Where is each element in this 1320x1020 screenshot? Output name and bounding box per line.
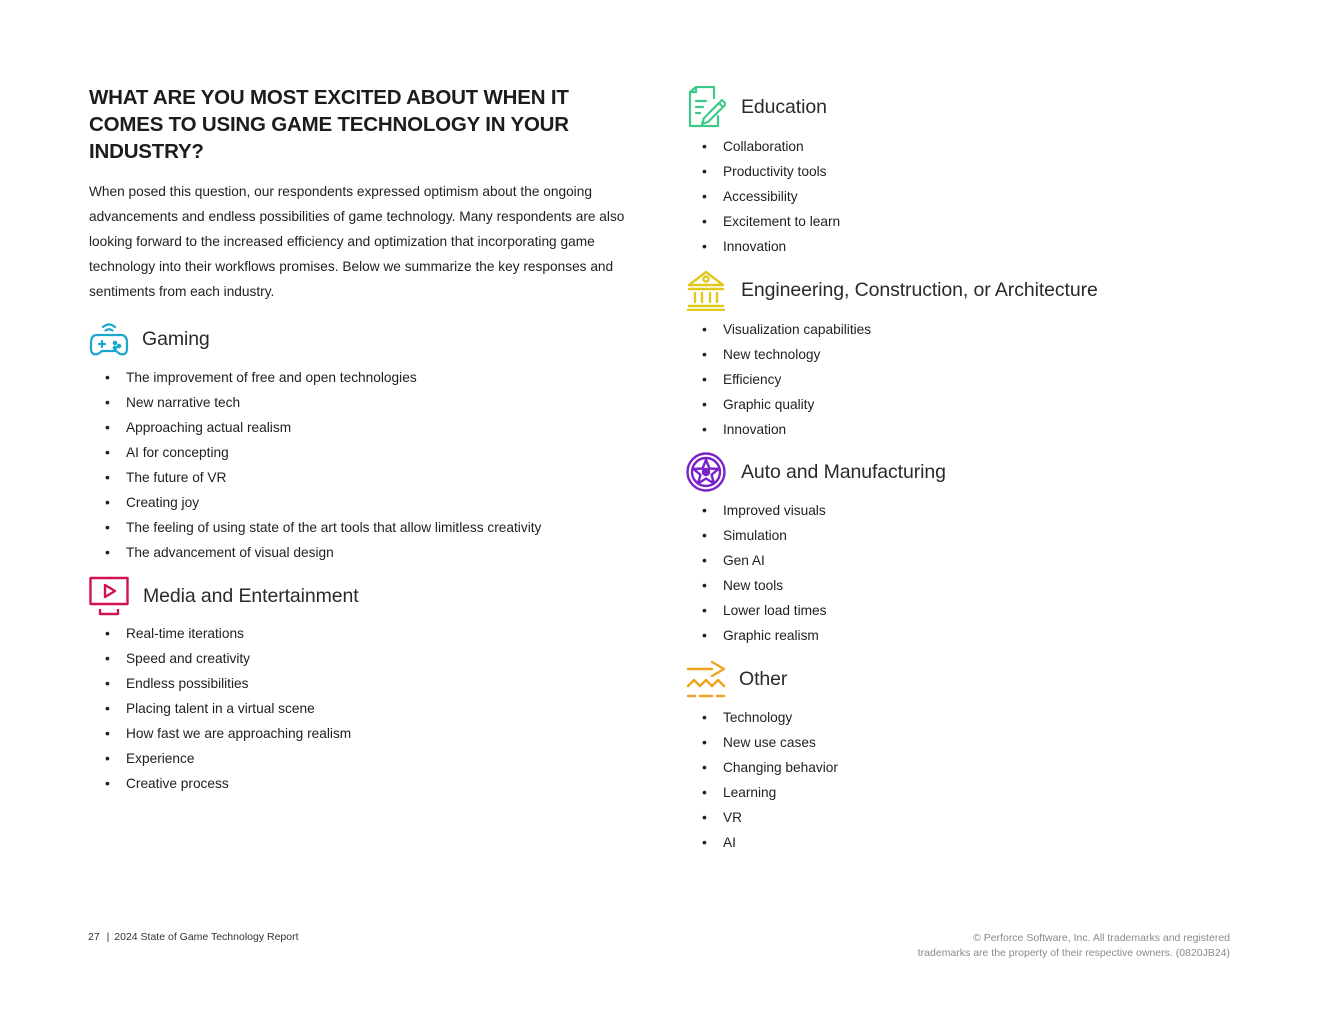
list-item: • The advancement of visual design bbox=[89, 540, 634, 565]
list-item: • The future of VR bbox=[89, 465, 634, 490]
other-list bbox=[686, 705, 1246, 855]
list-item: • Approaching actual realism bbox=[89, 415, 634, 440]
list-item: • Speed and creativity bbox=[89, 646, 634, 671]
list-item: • New narrative tech bbox=[89, 390, 634, 415]
gaming-list bbox=[89, 365, 634, 565]
section-media bbox=[89, 575, 634, 796]
section-auto-title: Auto and Manufacturing bbox=[741, 460, 946, 483]
list-item: • Experience bbox=[89, 746, 634, 771]
list-item: • Endless possibilities bbox=[89, 671, 634, 696]
left-column bbox=[89, 84, 634, 796]
section-other-title: Other bbox=[739, 667, 788, 690]
list-item: • The improvement of free and open technologies bbox=[89, 365, 634, 390]
list-item: • New technology bbox=[686, 342, 1246, 367]
list-item: • Innovation bbox=[686, 417, 1246, 442]
list-item: • Changing behavior bbox=[686, 755, 1246, 780]
list-item: • Creating joy bbox=[89, 490, 634, 515]
footer-page-info bbox=[88, 931, 299, 943]
list-item: • New use cases bbox=[686, 730, 1246, 755]
list-item: • Learning bbox=[686, 780, 1246, 805]
list-item: • Excitement to learn bbox=[686, 209, 1246, 234]
engineering-list bbox=[686, 317, 1246, 442]
section-gaming-header bbox=[89, 318, 634, 360]
list-item: • Creative process bbox=[89, 771, 634, 796]
page-number: 27 bbox=[88, 931, 100, 943]
list-item: • AI for concepting bbox=[89, 440, 634, 465]
list-item: • Graphic quality bbox=[686, 392, 1246, 417]
section-gaming-title: Gaming bbox=[142, 327, 210, 350]
list-item: • Collaboration bbox=[686, 134, 1246, 159]
page-heading: WHAT ARE YOU MOST EXCITED ABOUT WHEN IT COMES TO USING GAME TECHNOLOGY IN YOUR INDUSTRY? bbox=[89, 86, 569, 163]
section-media-header bbox=[89, 575, 634, 617]
list-item: • Lower load times bbox=[686, 598, 1246, 623]
list-item: • Innovation bbox=[686, 234, 1246, 259]
building-columns-icon bbox=[686, 269, 726, 311]
list-item: • Accessibility bbox=[686, 184, 1246, 209]
list-item: • Graphic realism bbox=[686, 623, 1246, 648]
section-media-title: Media and Entertainment bbox=[143, 584, 359, 607]
section-auto-header bbox=[686, 451, 1246, 493]
list-item: • The feeling of using state of the art tools that allow limitless creativity bbox=[89, 515, 634, 540]
list-item: • AI bbox=[686, 830, 1246, 855]
copyright-line-1: © Perforce Software, Inc. All trademarks and registered bbox=[973, 932, 1230, 944]
list-item: • Productivity tools bbox=[686, 159, 1246, 184]
section-engineering-header bbox=[686, 269, 1246, 311]
list-item: • Simulation bbox=[686, 523, 1246, 548]
list-item: • Visualization capabilities bbox=[686, 317, 1246, 342]
intro-paragraph: When posed this question, our respondents expressed optimism about the ongoing advancements and endless possibilities of game technology. Many respondents are also looking forward to the increased efficiency and optimization that incorporating game technology into their workflows promises. Below we summarize the key responses and sentiments from each industry. bbox=[89, 184, 625, 299]
monitor-play-icon bbox=[89, 575, 129, 617]
footer-copyright bbox=[918, 931, 1230, 961]
list-item: • Efficiency bbox=[686, 367, 1246, 392]
section-auto bbox=[686, 451, 1246, 648]
section-other bbox=[686, 658, 1246, 855]
list-item: • Technology bbox=[686, 705, 1246, 730]
wheel-icon bbox=[686, 451, 726, 493]
list-item: • Real-time iterations bbox=[89, 621, 634, 646]
footer-separator: | bbox=[106, 931, 110, 943]
document-pencil-icon bbox=[686, 86, 726, 128]
education-list bbox=[686, 134, 1246, 259]
list-item: • Gen AI bbox=[686, 548, 1246, 573]
list-item: • VR bbox=[686, 805, 1246, 830]
section-education-header bbox=[686, 86, 1246, 128]
right-column bbox=[686, 86, 1246, 855]
arrows-wave-icon bbox=[686, 658, 726, 700]
media-list bbox=[89, 621, 634, 796]
section-education-title: Education bbox=[741, 95, 827, 118]
list-item: • New tools bbox=[686, 573, 1246, 598]
list-item: • How fast we are approaching realism bbox=[89, 721, 634, 746]
gamepad-icon bbox=[89, 318, 129, 360]
section-education bbox=[686, 86, 1246, 259]
section-engineering bbox=[686, 269, 1246, 442]
auto-list bbox=[686, 498, 1246, 648]
list-item: • Improved visuals bbox=[686, 498, 1246, 523]
section-gaming bbox=[89, 318, 634, 565]
report-title: 2024 State of Game Technology Report bbox=[114, 931, 299, 943]
list-item: • Placing talent in a virtual scene bbox=[89, 696, 634, 721]
copyright-line-2: trademarks are the property of their respective owners. (0820JB24) bbox=[917, 947, 1230, 959]
section-engineering-title: Engineering, Construction, or Architecture bbox=[741, 278, 1098, 301]
section-other-header bbox=[686, 658, 1246, 700]
